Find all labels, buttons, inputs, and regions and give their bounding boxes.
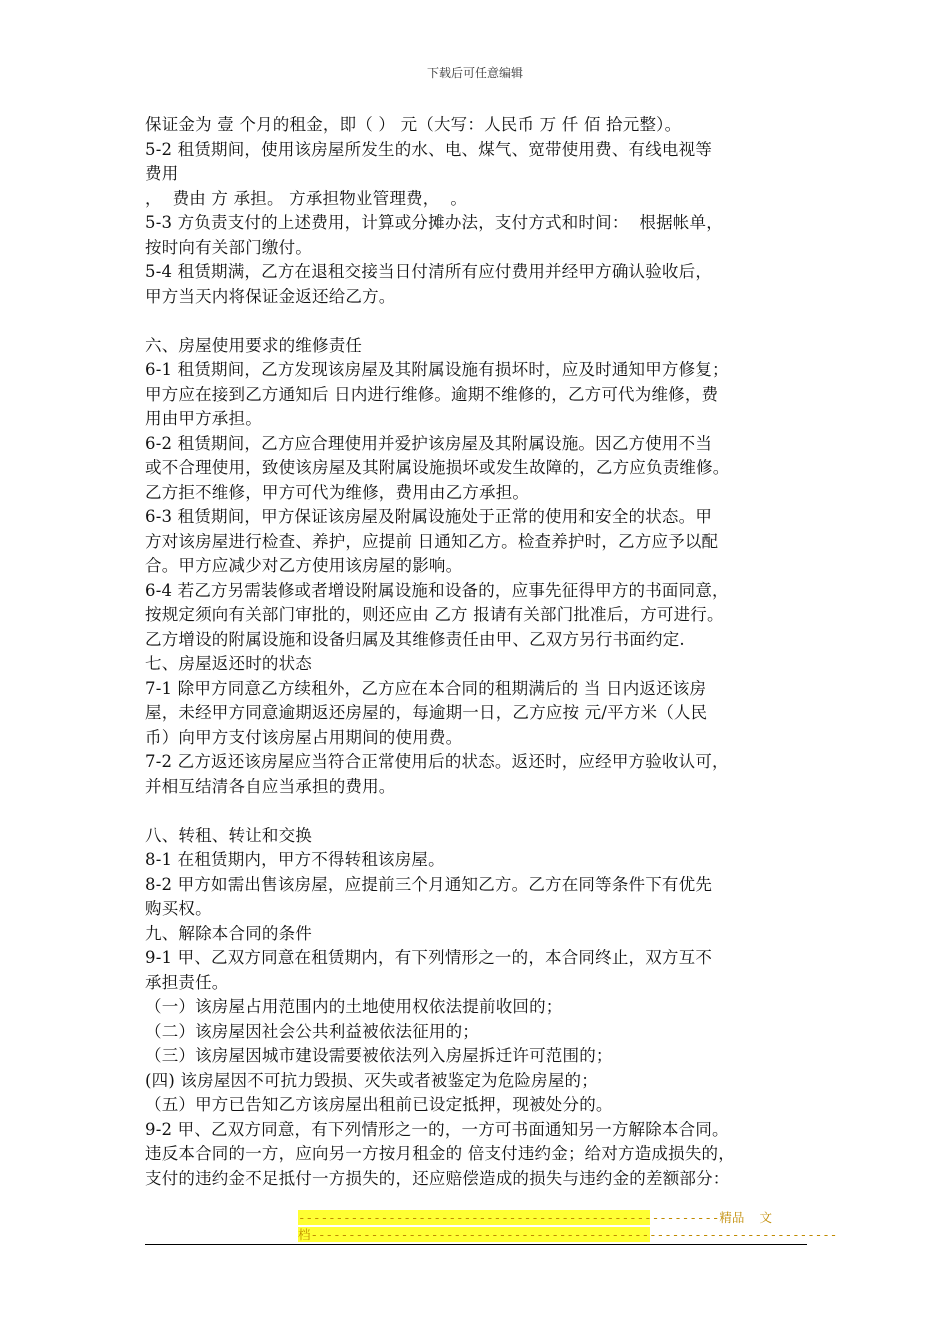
text-line: 8-1 在租赁期内，甲方不得转租该房屋。	[145, 850, 445, 869]
text-line: 按时向有关部门缴付。	[145, 237, 312, 257]
text-line: 7-1 除甲方同意乙方续租外，乙方应在本合同的租期满后的 当 日内返还该房	[145, 678, 707, 698]
text-line: 5-4 租赁期满，乙方在退租交接当日付清所有应付费用并经甲方确认验收后，	[145, 262, 713, 281]
page-header: 下载后可任意编辑	[426, 66, 523, 80]
text-line: 用由甲方承担。	[145, 409, 262, 428]
text-line: （五）甲方已告知乙方该房屋出租前已设定抵押，现被处分的。	[145, 1095, 613, 1114]
text-line: 承担责任。	[145, 972, 229, 992]
text-line: 或不合理使用，致使该房屋及其附属设施损坏或发生故障的，乙方应负责维修。	[145, 458, 730, 477]
blank-line	[145, 799, 810, 824]
text-line: （三）该房屋因城市建设需要被依法列入房屋拆迁许可范围的；	[145, 1046, 613, 1065]
text-line: 甲方当天内将保证金返还给乙方。	[145, 286, 396, 306]
text-line: 八、转租、转让和交换	[145, 825, 312, 845]
text-line: 九、解除本合同的条件	[145, 923, 312, 943]
text-line: 乙方拒不维修，甲方可代为维修，费用由乙方承担。	[145, 482, 530, 502]
text-line: 屋，未经甲方同意逾期返还房屋的，每逾期一日，乙方应按 元/平方米（人民	[145, 703, 708, 722]
text-line: 6-4 若乙方另需装修或者增设附属设施和设备的，应事先征得甲方的书面同意，	[145, 580, 729, 600]
text-line: 7-2 乙方返还该房屋应当符合正常使用后的状态。返还时，应经甲方验收认可，	[145, 752, 729, 771]
watermark-line-1: --------------------------------------------------------精品 文	[298, 1210, 772, 1225]
text-line: （二）该房屋因社会公共利益被依法征用的；	[145, 1021, 479, 1041]
blank-line	[145, 309, 810, 334]
text-line: 9-2 甲、乙双方同意，有下列情形之一的，一方可书面通知另一方解除本合同。	[145, 1119, 729, 1139]
text-line: 乙方增设的附属设施和设备归属及其维修责任由甲、乙双方另行书面约定.	[145, 629, 685, 649]
text-line: 5-2 租赁期间，使用该房屋所发生的水、电、煤气、宽带使用费、有线电视等	[145, 139, 713, 159]
text-line: 5-3 方负责支付的上述费用，计算或分摊办法，支付方式和时间： 根据帐单，	[145, 213, 723, 232]
footer-rule	[145, 1244, 807, 1245]
text-line: 购买权。	[145, 899, 212, 918]
text-line: (四) 该房屋因不可抗力毁损、灭失或者被鉴定为危险房屋的；	[145, 1070, 598, 1090]
text-line: 方对该房屋进行检查、养护，应提前 日通知乙方。检查养护时，乙方应予以配	[145, 531, 719, 551]
text-line: 违反本合同的一方，应向另一方按月租金的 倍支付违约金；给对方造成损失的，	[145, 1144, 735, 1163]
text-line: 8-2 甲方如需出售该房屋，应提前三个月通知乙方。乙方在同等条件下有优先	[145, 874, 713, 894]
text-line: 七、房屋返还时的状态	[145, 654, 312, 673]
text-line: 6-2 租赁期间，乙方应合理使用并爱护该房屋及其附属设施。因乙方使用不当	[145, 433, 713, 453]
text-line: 6-1 租赁期间，乙方发现该房屋及其附属设施有损坏时，应及时通知甲方修复；	[145, 360, 729, 379]
text-line: 费用	[145, 164, 179, 183]
text-line: 甲方应在接到乙方通知后 日内进行维修。逾期不维修的，乙方可代为维修，费	[145, 384, 719, 404]
text-line: 合。甲方应减少对乙方使用该房屋的影响。	[145, 556, 463, 575]
text-line: 支付的违约金不足抵付一方损失的，还应赔偿造成的损失与违约金的差额部分：	[145, 1168, 730, 1188]
text-line: 6-3 租赁期间，甲方保证该房屋及附属设施处于正常的使用和安全的状态。甲	[145, 507, 713, 526]
text-line: ， 费由 方 承担。 方承担物业管理费， 。	[145, 188, 468, 208]
document-body	[145, 113, 810, 1191]
text-line: 9-1 甲、乙双方同意在租赁期内，有下列情形之一的，本合同终止，双方互不	[145, 948, 713, 967]
text-line: 币）向甲方支付该房屋占用期间的使用费。	[145, 727, 463, 747]
text-line: （一）该房屋占用范围内的土地使用权依法提前收回的；	[145, 997, 563, 1016]
text-line: 六、房屋使用要求的维修责任	[145, 335, 363, 355]
watermark-line-2: 档----------------------------------------------------------------------	[298, 1227, 838, 1242]
text-line: 保证金为 壹 个月的租金，即（ ） 元（大写：人民币 万 仟 佰 拾元整）。	[145, 115, 682, 134]
text-line: 并相互结清各自应当承担的费用。	[145, 776, 396, 796]
text-line: 按规定须向有关部门审批的，则还应由 乙方 报请有关部门批准后，方可进行。	[145, 605, 724, 624]
